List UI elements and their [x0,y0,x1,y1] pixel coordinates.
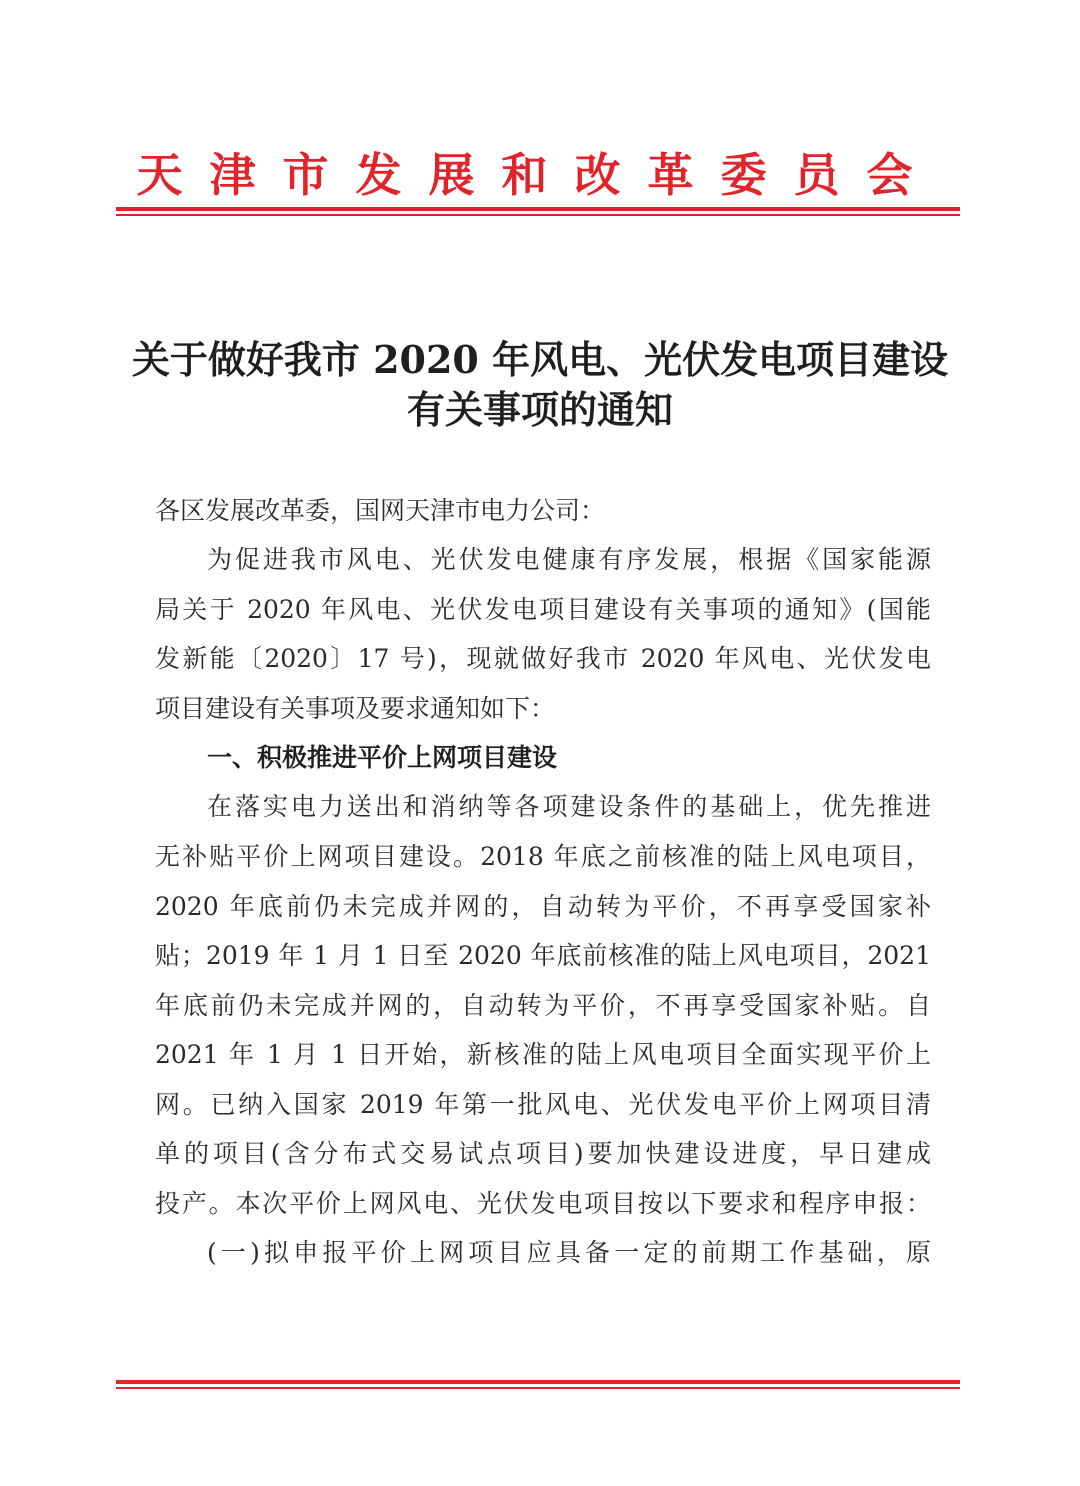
paragraph-1-line-4: 项目建设有关事项及要求通知如下： [155,694,556,723]
issuing-organization-header: 天津市发展和改革委员会 [136,148,940,202]
footer-red-rule-thick [116,1380,960,1384]
header-red-rule-thin [116,214,960,216]
paragraph-2-line-7: 网。已纳入国家 2019 年第一批风电、光伏发电平价上网项目清 [155,1090,931,1119]
paragraph-2-line-6: 2021 年 1 月 1 日开始，新核准的陆上风电项目全面实现平价上 [155,1040,931,1069]
paragraph-1-line-1: 为促进我市风电、光伏发电健康有序发展，根据《国家能源 [207,545,931,574]
header-red-rule-thick [116,207,960,211]
section-heading-1: 一、积极推进平价上网项目建设 [207,743,558,772]
paragraph-1-line-3: 发新能〔2020〕17 号)，现就做好我市 2020 年风电、光伏发电 [155,644,931,673]
paragraph-2-line-5: 年底前仍未完成并网的，自动转为平价，不再享受国家补贴。自 [155,991,931,1020]
paragraph-2-line-4: 贴；2019 年 1 月 1 日至 2020 年底前核准的陆上风电项目，2021 [155,941,931,970]
salutation: 各区发展改革委，国网天津市电力公司： [155,496,606,525]
document-title-line-2: 有关事项的通知 [406,387,673,432]
paragraph-3-line-1: (一)拟申报平价上网项目应具备一定的前期工作基础，原 [207,1238,931,1267]
paragraph-2-line-2: 无补贴平价上网项目建设。2018 年底之前核准的陆上风电项目， [155,842,931,871]
paragraph-2-line-8: 单的项目(含分布式交易试点项目)要加快建设进度，早日建成 [155,1139,931,1168]
paragraph-2-line-9: 投产。本次平价上网风电、光伏发电项目按以下要求和程序申报： [155,1189,931,1218]
document-title-line-1: 关于做好我市 2020 年风电、光伏发电项目建设 [131,337,949,382]
footer-red-rule-thin [116,1387,960,1389]
paragraph-2-line-3: 2020 年底前仍未完成并网的，自动转为平价，不再享受国家补 [155,892,931,921]
paragraph-1-line-2: 局关于 2020 年风电、光伏发电项目建设有关事项的通知》(国能 [155,595,931,624]
paragraph-2-line-1: 在落实电力送出和消纳等各项建设条件的基础上，优先推进 [207,792,931,821]
